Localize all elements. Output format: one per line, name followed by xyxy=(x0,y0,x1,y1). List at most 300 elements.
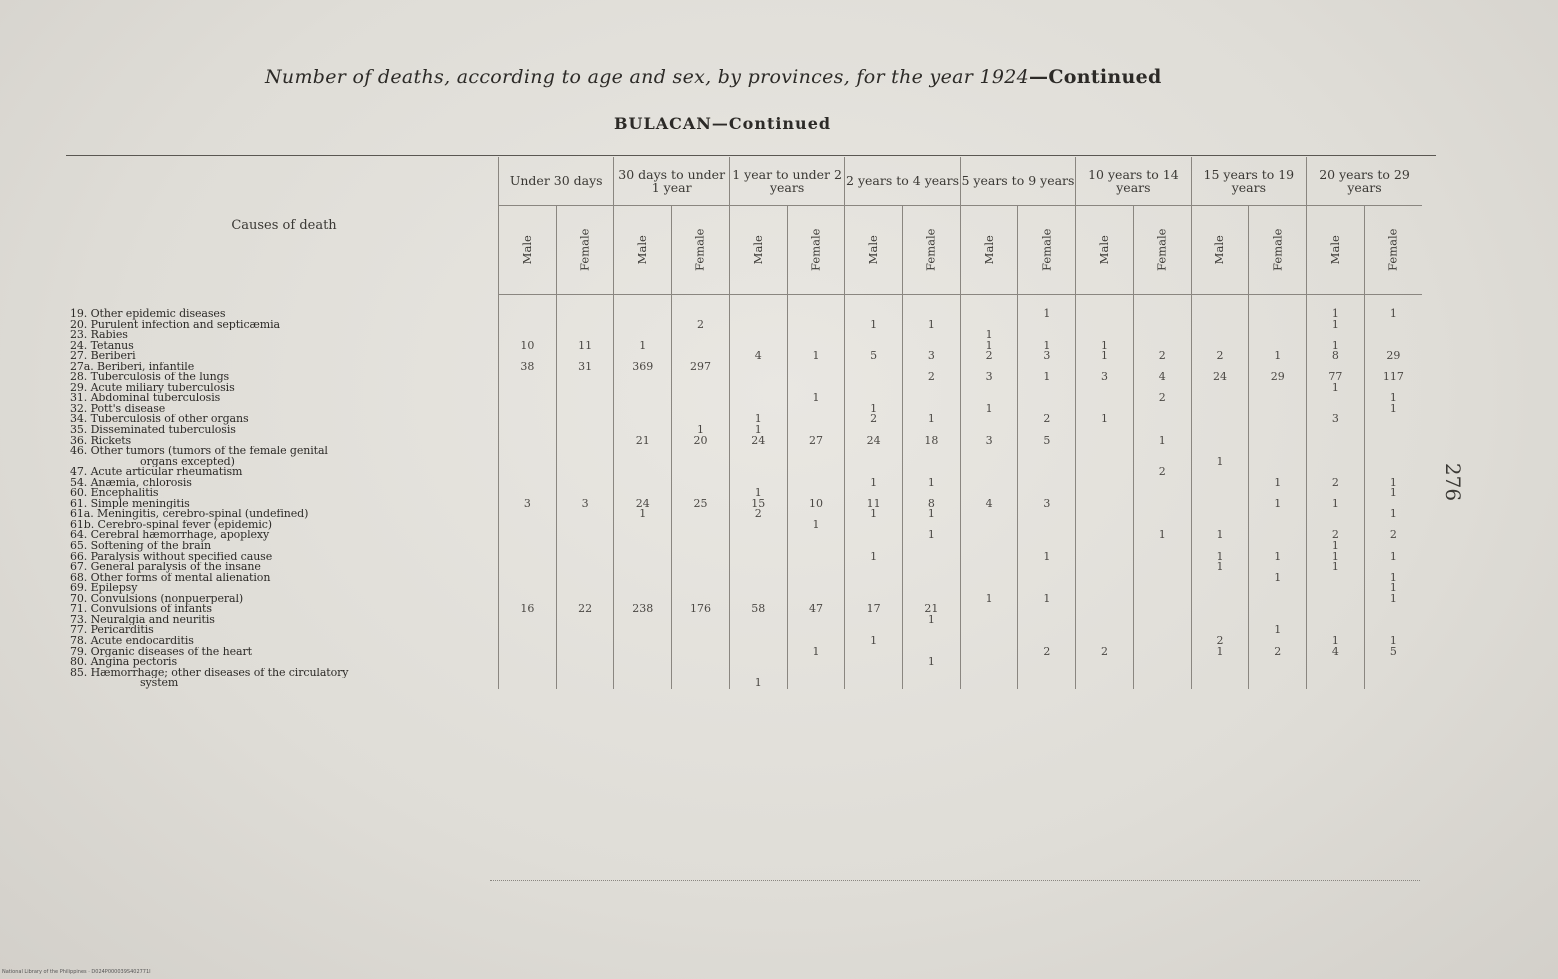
value-cell xyxy=(845,446,903,457)
value-cell xyxy=(960,678,1018,689)
age-group-header: 15 years to 19 years xyxy=(1191,157,1306,206)
value-cell xyxy=(1249,330,1307,341)
value-cell xyxy=(1307,583,1365,594)
value-cell xyxy=(1018,668,1076,679)
value-cell: 1 xyxy=(1364,404,1422,415)
value-cell: 2 xyxy=(1133,393,1191,404)
value-cell xyxy=(499,457,557,468)
cause-label: 46. Other tumors (tumors of the female genital xyxy=(70,446,328,457)
value-cell: 2 xyxy=(1307,478,1365,489)
value-cell xyxy=(1133,478,1191,489)
value-cell xyxy=(787,636,845,647)
value-cell xyxy=(499,404,557,415)
table-row xyxy=(70,583,1422,594)
value-cell xyxy=(1249,295,1307,320)
value-cell xyxy=(960,541,1018,552)
cause-label: 80. Angina pectoris xyxy=(70,657,177,668)
value-cell xyxy=(960,647,1018,658)
value-cell: 1 xyxy=(960,404,1018,415)
value-cell: 1 xyxy=(845,320,903,331)
value-cell xyxy=(614,520,672,531)
value-cell xyxy=(845,530,903,541)
value-cell xyxy=(499,414,557,425)
value-cell: 3 xyxy=(1018,499,1076,510)
value-cell xyxy=(729,573,787,584)
cause-label: 19. Other epidemic diseases xyxy=(70,306,226,320)
value-cell: 117 xyxy=(1364,372,1422,383)
value-cell xyxy=(845,594,903,605)
value-cell xyxy=(1364,446,1422,457)
value-cell xyxy=(614,393,672,404)
cause-label: 77. Pericarditis xyxy=(70,625,154,636)
value-cell xyxy=(1133,499,1191,510)
cause-cell xyxy=(70,615,499,626)
value-cell xyxy=(729,362,787,373)
value-cell xyxy=(672,341,730,352)
cause-cell xyxy=(70,295,499,320)
value-cell xyxy=(903,467,961,478)
value-cell xyxy=(1076,541,1134,552)
cause-label: 65. Softening of the brain xyxy=(70,541,211,552)
value-cell: 1 xyxy=(729,678,787,689)
value-cell xyxy=(1076,446,1134,457)
value-cell: 1 xyxy=(1018,341,1076,352)
value-cell xyxy=(1307,615,1365,626)
value-cell xyxy=(1249,509,1307,520)
value-cell xyxy=(1307,657,1365,668)
value-cell xyxy=(1249,520,1307,531)
value-cell xyxy=(960,488,1018,499)
cause-cell xyxy=(70,425,499,436)
value-cell: 1 xyxy=(845,478,903,489)
value-cell xyxy=(1133,295,1191,320)
value-cell xyxy=(960,562,1018,573)
female-column-header xyxy=(1249,206,1307,295)
value-cell xyxy=(729,383,787,394)
cause-label: 27. Beriberi xyxy=(70,351,136,362)
value-cell xyxy=(787,414,845,425)
female-column-header xyxy=(1018,206,1076,295)
value-cell xyxy=(1133,604,1191,615)
value-cell: 1 xyxy=(1307,562,1365,573)
cause-cell xyxy=(70,678,499,689)
value-cell xyxy=(1307,362,1365,373)
value-cell xyxy=(556,573,614,584)
value-cell: 1 xyxy=(1018,552,1076,563)
value-cell xyxy=(1018,446,1076,457)
value-cell xyxy=(787,657,845,668)
value-cell xyxy=(1249,404,1307,415)
cause-label: 69. Epilepsy xyxy=(70,583,138,594)
value-cell: 21 xyxy=(903,604,961,615)
value-cell xyxy=(556,446,614,457)
value-cell xyxy=(1133,573,1191,584)
value-cell xyxy=(1133,404,1191,415)
cause-cell xyxy=(70,541,499,552)
male-column-header xyxy=(729,206,787,295)
value-cell xyxy=(1191,425,1249,436)
value-cell: 1 xyxy=(1307,320,1365,331)
value-cell xyxy=(787,330,845,341)
value-cell xyxy=(1018,530,1076,541)
value-cell: 5 xyxy=(1018,436,1076,447)
value-cell xyxy=(556,372,614,383)
value-cell xyxy=(1076,530,1134,541)
value-cell xyxy=(729,625,787,636)
value-cell xyxy=(556,647,614,658)
value-cell xyxy=(499,425,557,436)
value-cell xyxy=(845,341,903,352)
value-cell xyxy=(1076,467,1134,478)
value-cell: 1 xyxy=(845,636,903,647)
value-cell xyxy=(729,478,787,489)
value-cell: 1 xyxy=(1133,530,1191,541)
cause-cell xyxy=(70,457,499,468)
value-cell xyxy=(1133,552,1191,563)
value-cell xyxy=(499,562,557,573)
value-cell xyxy=(960,625,1018,636)
table-row xyxy=(70,615,1422,626)
value-cell xyxy=(499,530,557,541)
female-column-header xyxy=(787,206,845,295)
value-cell: 1 xyxy=(1249,573,1307,584)
value-cell: 2 xyxy=(1249,647,1307,658)
value-cell: 1 xyxy=(1364,478,1422,489)
female-column-header xyxy=(1133,206,1191,295)
value-cell xyxy=(903,425,961,436)
value-cell: 10 xyxy=(787,499,845,510)
value-cell xyxy=(729,530,787,541)
value-cell: 1 xyxy=(1364,509,1422,520)
value-cell: 2 xyxy=(1191,351,1249,362)
cause-cell xyxy=(70,562,499,573)
value-cell xyxy=(614,562,672,573)
cause-cell xyxy=(70,509,499,520)
value-cell xyxy=(729,295,787,320)
value-cell xyxy=(1249,615,1307,626)
value-cell xyxy=(1191,362,1249,373)
value-cell xyxy=(1076,320,1134,331)
value-cell xyxy=(1307,446,1365,457)
value-cell xyxy=(787,509,845,520)
value-cell: 10 xyxy=(499,341,557,352)
value-cell xyxy=(556,530,614,541)
value-cell xyxy=(729,320,787,331)
value-cell xyxy=(960,615,1018,626)
value-cell xyxy=(1018,509,1076,520)
value-cell xyxy=(672,573,730,584)
value-cell xyxy=(672,467,730,478)
cause-cell xyxy=(70,657,499,668)
value-cell: 1 xyxy=(1249,552,1307,563)
value-cell xyxy=(614,330,672,341)
value-cell xyxy=(499,625,557,636)
age-group-header: 10 years to 14 years xyxy=(1076,157,1191,206)
value-cell xyxy=(1133,362,1191,373)
male-column-header xyxy=(1307,206,1365,295)
table-row xyxy=(70,488,1422,499)
cause-cell xyxy=(70,499,499,510)
value-cell xyxy=(1018,583,1076,594)
cause-label: 67. General paralysis of the insane xyxy=(70,562,261,573)
sex-label: Male xyxy=(635,235,650,265)
cause-cell xyxy=(70,478,499,489)
value-cell xyxy=(729,341,787,352)
cause-label: 27a. Beriberi, infantile xyxy=(70,361,195,373)
value-cell xyxy=(1191,393,1249,404)
table-row xyxy=(70,320,1422,331)
value-cell xyxy=(903,341,961,352)
table-row xyxy=(70,351,1422,362)
value-cell xyxy=(1133,320,1191,331)
value-cell: 1 xyxy=(787,351,845,362)
value-cell xyxy=(845,372,903,383)
value-cell xyxy=(960,573,1018,584)
value-cell xyxy=(787,530,845,541)
value-cell xyxy=(1018,615,1076,626)
table-row xyxy=(70,425,1422,436)
value-cell: 3 xyxy=(499,499,557,510)
table-row xyxy=(70,383,1422,394)
value-cell xyxy=(1191,541,1249,552)
value-cell xyxy=(787,320,845,331)
value-cell: 1 xyxy=(787,520,845,531)
value-cell xyxy=(1076,295,1134,320)
value-cell xyxy=(845,295,903,320)
value-cell xyxy=(903,393,961,404)
cause-label: organs excepted) xyxy=(140,456,235,468)
value-cell xyxy=(499,478,557,489)
value-cell xyxy=(1076,436,1134,447)
value-cell xyxy=(1191,295,1249,320)
table-row xyxy=(70,478,1422,489)
value-cell xyxy=(1133,625,1191,636)
table-row xyxy=(70,573,1422,584)
value-cell xyxy=(1191,604,1249,615)
value-cell: 2 xyxy=(1076,647,1134,658)
value-cell xyxy=(845,678,903,689)
value-cell: 1 xyxy=(1307,295,1365,320)
value-cell xyxy=(729,457,787,468)
table-row xyxy=(70,414,1422,425)
value-cell xyxy=(787,457,845,468)
value-cell xyxy=(1133,657,1191,668)
value-cell xyxy=(903,647,961,658)
value-cell xyxy=(1018,362,1076,373)
value-cell xyxy=(729,583,787,594)
cause-cell xyxy=(70,520,499,531)
value-cell xyxy=(614,530,672,541)
sex-label: Female xyxy=(1385,228,1400,272)
value-cell xyxy=(1133,668,1191,679)
value-cell: 5 xyxy=(845,351,903,362)
cause-cell xyxy=(70,320,499,331)
value-cell: 1 xyxy=(729,414,787,425)
value-cell xyxy=(1364,562,1422,573)
value-cell xyxy=(614,295,672,320)
sex-label: Female xyxy=(808,228,823,272)
value-cell xyxy=(1249,541,1307,552)
value-cell xyxy=(614,657,672,668)
cause-label: 61a. Meningitis, cerebro-spinal (undefined) xyxy=(70,509,309,520)
cause-label: 24. Tetanus xyxy=(70,340,134,352)
value-cell xyxy=(614,446,672,457)
value-cell xyxy=(1191,573,1249,584)
male-column-header xyxy=(614,206,672,295)
value-cell xyxy=(1133,678,1191,689)
value-cell: 1 xyxy=(903,657,961,668)
value-cell xyxy=(787,541,845,552)
value-cell: 1 xyxy=(1249,625,1307,636)
value-cell xyxy=(787,467,845,478)
value-cell xyxy=(556,436,614,447)
table-row xyxy=(70,362,1422,373)
value-cell xyxy=(1364,362,1422,373)
value-cell: 27 xyxy=(787,436,845,447)
sex-label: Female xyxy=(692,228,707,272)
value-cell: 1 xyxy=(614,341,672,352)
table-row xyxy=(70,594,1422,605)
cause-cell xyxy=(70,552,499,563)
cause-cell xyxy=(70,372,499,383)
value-cell xyxy=(1018,383,1076,394)
value-cell xyxy=(672,636,730,647)
value-cell xyxy=(672,457,730,468)
value-cell xyxy=(729,552,787,563)
female-column-header xyxy=(556,206,614,295)
value-cell: 3 xyxy=(903,351,961,362)
value-cell xyxy=(1018,636,1076,647)
value-cell xyxy=(1076,330,1134,341)
cause-label: 71. Convulsions of infants xyxy=(70,604,212,615)
value-cell xyxy=(1249,341,1307,352)
value-cell xyxy=(1364,383,1422,394)
value-cell xyxy=(787,615,845,626)
value-cell xyxy=(1249,604,1307,615)
value-cell xyxy=(556,668,614,679)
value-cell xyxy=(1076,488,1134,499)
sex-label: Male xyxy=(865,235,880,265)
value-cell: 1 xyxy=(1364,488,1422,499)
cause-cell xyxy=(70,668,499,679)
table-row xyxy=(70,541,1422,552)
value-cell xyxy=(960,583,1018,594)
value-cell xyxy=(499,668,557,679)
value-cell xyxy=(1307,393,1365,404)
value-cell xyxy=(787,478,845,489)
value-cell xyxy=(556,425,614,436)
table-row xyxy=(70,295,1422,320)
value-cell xyxy=(614,583,672,594)
value-cell: 22 xyxy=(556,604,614,615)
value-cell xyxy=(1249,657,1307,668)
cause-cell xyxy=(70,404,499,415)
value-cell xyxy=(1191,436,1249,447)
value-cell xyxy=(672,351,730,362)
value-cell: 18 xyxy=(903,436,961,447)
value-cell xyxy=(614,478,672,489)
value-cell xyxy=(556,467,614,478)
table-row xyxy=(70,636,1422,647)
value-cell xyxy=(1364,520,1422,531)
sex-label: Female xyxy=(577,228,592,272)
value-cell xyxy=(960,393,1018,404)
value-cell xyxy=(499,594,557,605)
value-cell: 1 xyxy=(1191,457,1249,468)
value-cell xyxy=(1364,457,1422,468)
value-cell xyxy=(499,541,557,552)
value-cell xyxy=(556,488,614,499)
value-cell xyxy=(499,436,557,447)
sex-label: Female xyxy=(1269,228,1284,272)
value-cell xyxy=(960,530,1018,541)
value-cell xyxy=(1307,330,1365,341)
table-row xyxy=(70,668,1422,679)
value-cell: 24 xyxy=(845,436,903,447)
value-cell xyxy=(845,615,903,626)
value-cell xyxy=(499,583,557,594)
value-cell: 24 xyxy=(614,499,672,510)
value-cell xyxy=(1133,583,1191,594)
cause-label: 64. Cerebral hæmorrhage, apoplexy xyxy=(70,530,270,542)
value-cell xyxy=(1307,467,1365,478)
value-cell xyxy=(1076,583,1134,594)
value-cell: 20 xyxy=(672,436,730,447)
value-cell: 2 xyxy=(1364,530,1422,541)
value-cell xyxy=(1364,320,1422,331)
value-cell xyxy=(729,393,787,404)
value-cell xyxy=(1018,625,1076,636)
value-cell xyxy=(672,615,730,626)
value-cell xyxy=(1018,425,1076,436)
value-cell xyxy=(1018,488,1076,499)
value-cell xyxy=(960,520,1018,531)
value-cell xyxy=(556,583,614,594)
value-cell xyxy=(787,562,845,573)
cause-label: 36. Rickets xyxy=(70,435,132,447)
value-cell xyxy=(499,488,557,499)
value-cell xyxy=(960,478,1018,489)
table-row xyxy=(70,330,1422,341)
value-cell xyxy=(903,362,961,373)
value-cell: 1 xyxy=(1364,552,1422,563)
value-cell: 1 xyxy=(1018,594,1076,605)
value-cell xyxy=(1191,341,1249,352)
value-cell xyxy=(845,393,903,404)
value-cell: 1 xyxy=(1018,372,1076,383)
library-footer: National Library of the Philippines · D024P000039S402771I xyxy=(2,969,151,975)
sex-label: Female xyxy=(1154,228,1169,272)
value-cell: 1 xyxy=(1364,573,1422,584)
value-cell: 3 xyxy=(960,372,1018,383)
value-cell: 1 xyxy=(1364,594,1422,605)
sex-label: Female xyxy=(923,228,938,272)
value-cell xyxy=(1249,668,1307,679)
value-cell xyxy=(1076,499,1134,510)
value-cell xyxy=(1191,509,1249,520)
value-cell xyxy=(672,562,730,573)
value-cell xyxy=(1018,604,1076,615)
value-cell xyxy=(729,636,787,647)
table-row xyxy=(70,604,1422,615)
value-cell xyxy=(1249,425,1307,436)
value-cell xyxy=(1133,509,1191,520)
value-cell: 1 xyxy=(1191,647,1249,658)
value-cell xyxy=(845,541,903,552)
value-cell xyxy=(1018,657,1076,668)
value-cell xyxy=(1364,541,1422,552)
value-cell: 2 xyxy=(729,509,787,520)
